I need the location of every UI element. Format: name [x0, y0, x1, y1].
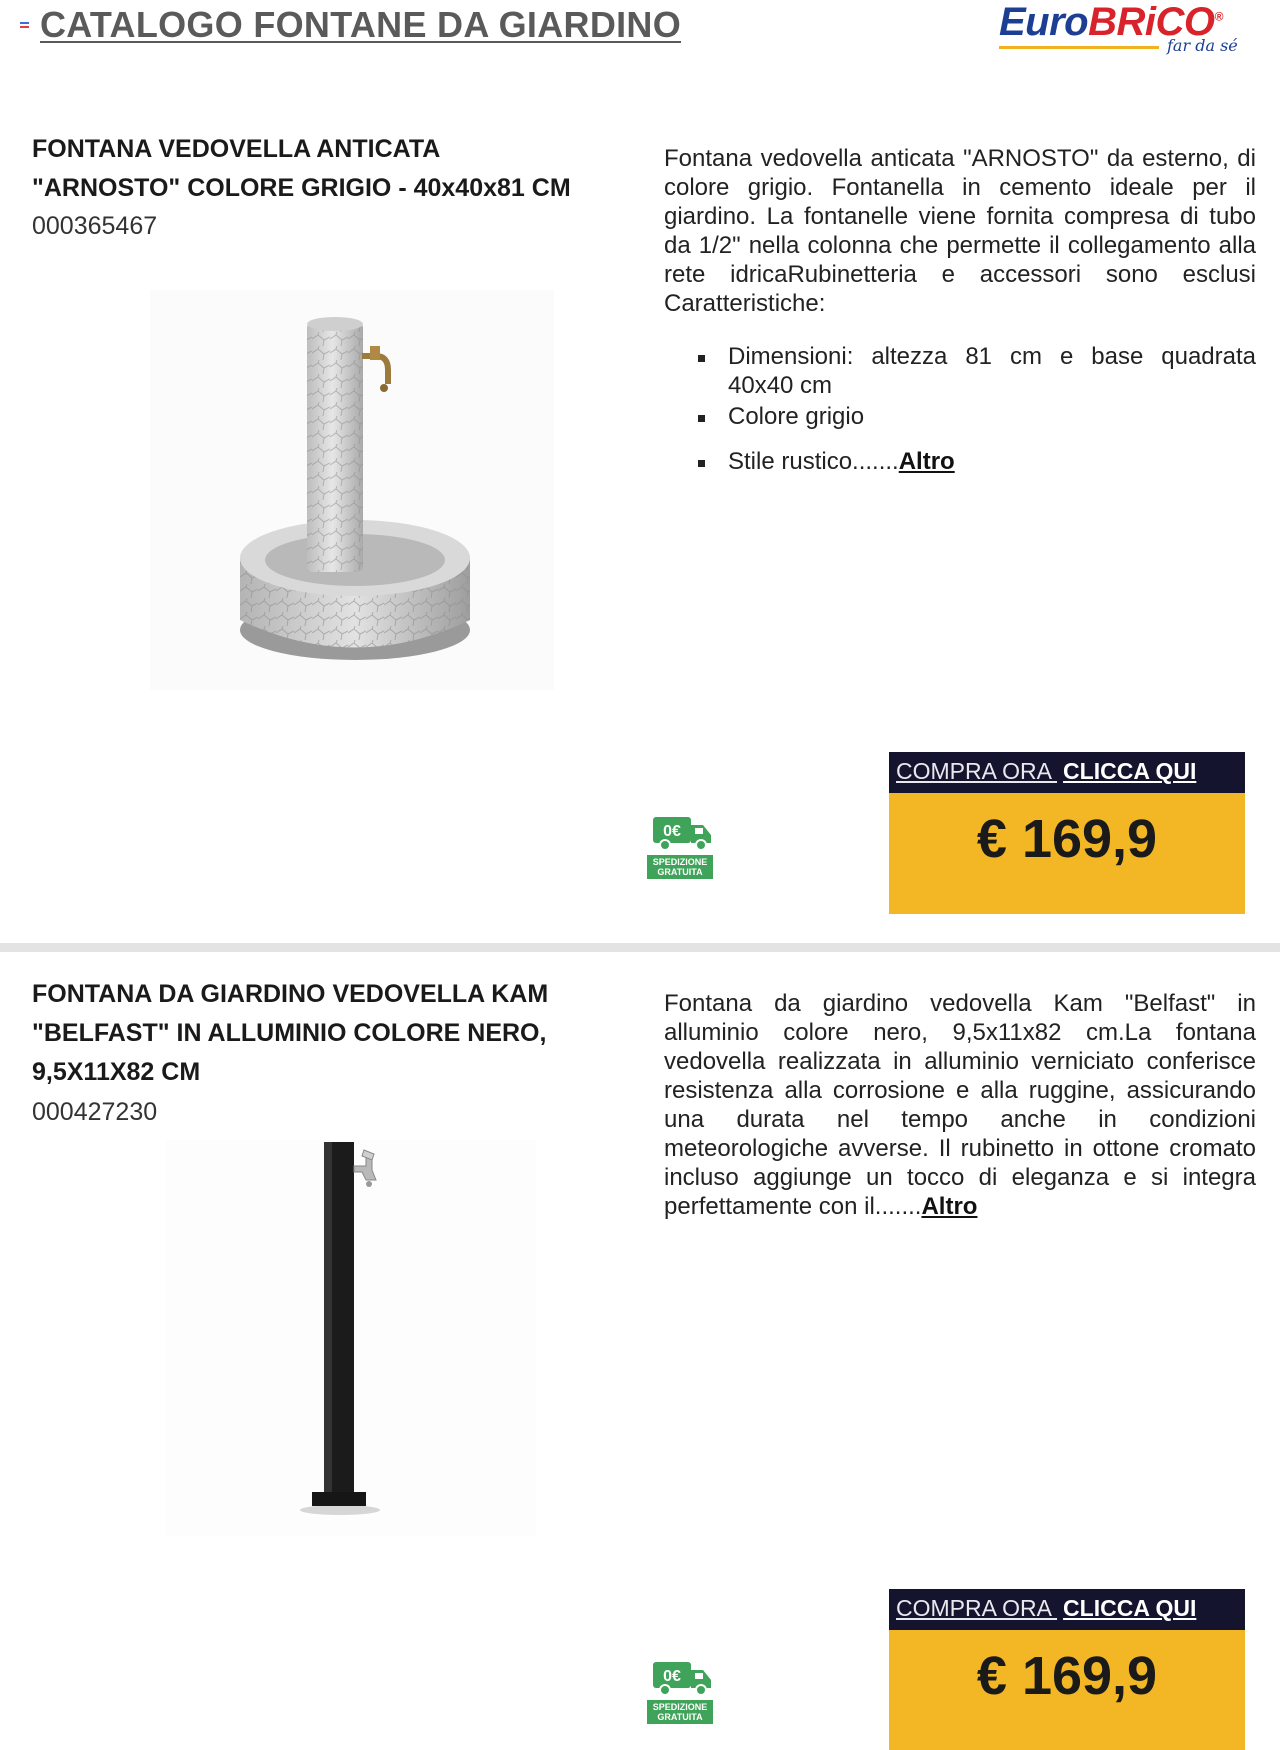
feature-list — [664, 342, 1256, 476]
feature-item: Colore grigio — [698, 402, 1256, 431]
product-card — [0, 965, 1280, 1750]
buy-box — [889, 752, 1245, 914]
price-box[interactable]: € 169,9 — [889, 1630, 1245, 1750]
shipping-label: SPEDIZIONE GRATUITA — [647, 855, 713, 879]
logo-text-euro: Euro — [999, 0, 1089, 44]
flag-icon — [20, 22, 29, 28]
product-title: FONTANA DA GIARDINO VEDOVELLA KAM "BELFAST" IN ALLUMINIO COLORE NERO, 9,5X11X82 CM — [32, 980, 549, 1086]
delivery-truck-icon — [653, 815, 713, 851]
product-description — [664, 144, 1256, 478]
page-title: CATALOGO FONTANE DA GIARDINO — [40, 4, 682, 45]
logo-underline — [999, 46, 1159, 49]
svg-text:0€: 0€ — [663, 1668, 681, 1685]
altro-link[interactable]: Altro — [921, 1193, 978, 1220]
eurobrico-logo — [995, 0, 1250, 60]
click-here-link[interactable]: CLICCA QUI — [1063, 1595, 1197, 1621]
product-title: FONTANA VEDOVELLA ANTICATA "ARNOSTO" COLORE GRIGIO - 40x40x81 CM — [32, 135, 571, 202]
price-box[interactable]: € 169,9 — [889, 793, 1245, 914]
feature-item: Dimensioni: altezza 81 cm e base quadrata 40x40 cm — [698, 342, 1256, 400]
click-here-link[interactable]: CLICCA QUI — [1063, 758, 1197, 784]
logo-registered: ® — [1214, 9, 1223, 24]
logo-text-brico: BRiCO — [1088, 0, 1215, 44]
buy-box — [889, 1589, 1245, 1750]
product-image-black-fountain[interactable] — [166, 1140, 536, 1536]
logo-tagline: far da sé — [1167, 36, 1238, 55]
buy-now-bar[interactable] — [889, 1589, 1245, 1630]
section-divider — [0, 943, 1280, 952]
feature-item: Stile rustico.......Altro — [698, 447, 1256, 476]
altro-link[interactable]: Altro — [898, 448, 955, 475]
free-shipping-badge — [647, 1660, 715, 1726]
free-shipping-badge — [647, 815, 715, 881]
product-image-stone-fountain[interactable] — [150, 290, 554, 690]
product-code: 000427230 — [32, 1098, 158, 1126]
product-code: 000365467 — [32, 212, 158, 240]
description-text: Fontana vedovella anticata "ARNOSTO" da esterno, di colore grigio. Fontanella in cemento ideale per il giardino. La fontanelle viene fornita compresa di tubo da 1/2" nella colonna che permette il collegamento alla rete idricaRubinetteria e accessori sono esclusi Caratteristiche: — [664, 145, 1256, 317]
svg-text:0€: 0€ — [663, 823, 681, 840]
buy-now-label[interactable]: COMPRA ORA — [896, 1595, 1058, 1621]
product-description — [664, 989, 1256, 1221]
shipping-label: SPEDIZIONE GRATUITA — [647, 1700, 713, 1724]
delivery-truck-icon — [653, 1660, 713, 1696]
buy-now-bar[interactable] — [889, 752, 1245, 793]
description-text: Fontana da giardino vedovella Kam "Belfast" in alluminio colore nero, 9,5x11x82 cm.La fontana vedovella realizzata in alluminio verniciato conferisce resistenza alla corrosione e alla ruggine, assicurando una durata nel tempo anche in condizioni meteorologiche avverse. Il rubinetto in ottone cromato incluso aggiunge un tocco di eleganza e si integra perfettamente con il....... — [664, 990, 1256, 1220]
buy-now-label[interactable]: COMPRA ORA — [896, 758, 1058, 784]
page-header — [0, 0, 1280, 70]
product-card — [0, 120, 1280, 950]
